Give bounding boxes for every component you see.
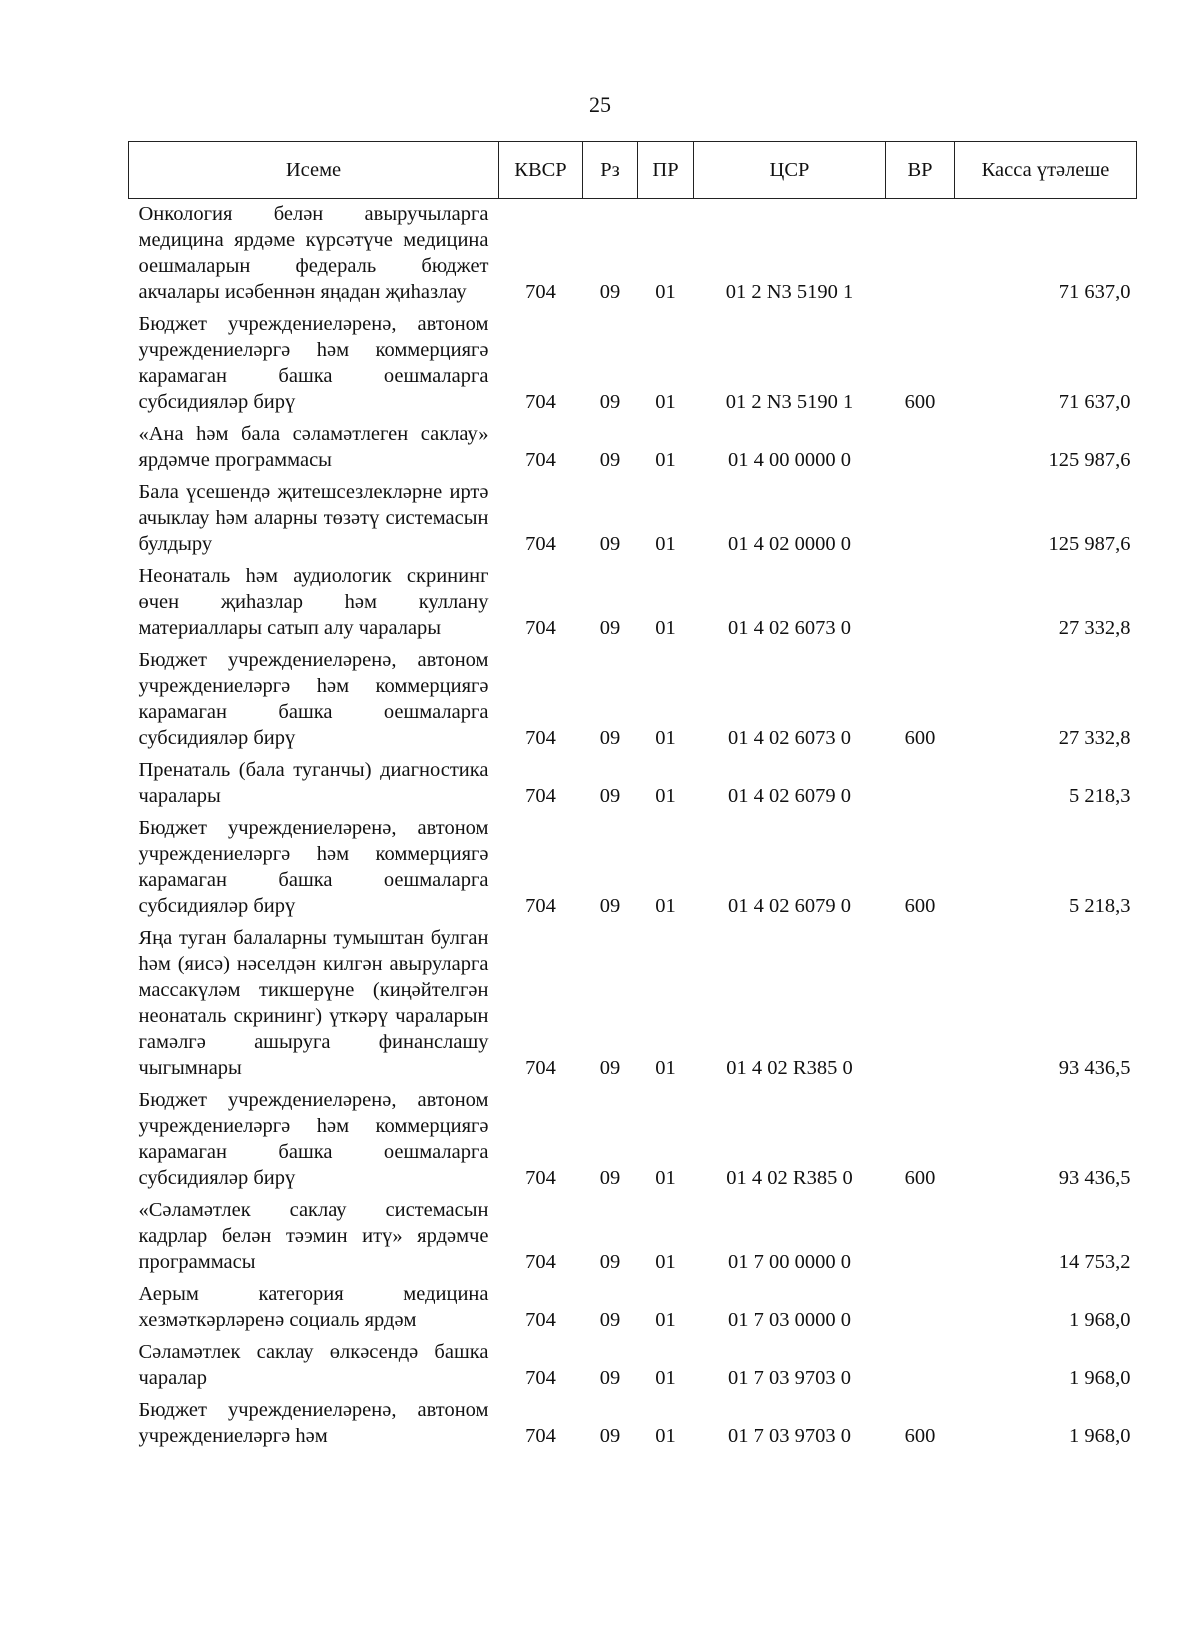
table-body <box>129 199 1137 1454</box>
header-name: Исеме <box>129 142 499 199</box>
row-vr <box>886 1337 955 1395</box>
row-name: Бюджет учреждениеләренә, автоном учреждениеләргә һәм коммерциягә карамаган башка оешмаларга субсидияләр бирү <box>138 1089 489 1189</box>
row-name: «Сәламәтлек саклау системасын кадрлар белән тәэмин итү» ярдәмче программасы <box>138 1199 489 1273</box>
row-pr: 01 <box>655 449 676 471</box>
row-kvsr: 704 <box>525 1167 556 1189</box>
row-vr <box>886 477 955 561</box>
table-row <box>129 923 1137 1085</box>
row-vr <box>886 1279 955 1337</box>
row-name: Бюджет учреждениеләренә, автоном учреждениеләргә һәм <box>138 1399 489 1447</box>
row-name: Бюджет учреждениеләренә, автоном учреждениеләргә һәм коммерциягә карамаган башка оешмаларга субсидияләр бирү <box>138 817 489 917</box>
table-row <box>129 813 1137 923</box>
header-cash: Касса үтәлеше <box>955 142 1137 199</box>
row-rz: 09 <box>599 1425 621 1447</box>
table-row <box>129 309 1137 419</box>
row-cash: 125 987,6 <box>1048 449 1131 471</box>
row-csr: 01 2 N3 5190 1 <box>725 281 854 303</box>
row-name: «Ана һәм бала сәламәтлеген саклау» ярдәмче программасы <box>138 423 489 471</box>
row-csr: 01 4 02 R385 0 <box>726 1167 853 1189</box>
row-rz: 09 <box>599 1367 621 1389</box>
row-kvsr: 704 <box>525 1251 556 1273</box>
row-kvsr: 704 <box>525 449 556 471</box>
row-vr <box>886 1195 955 1279</box>
row-kvsr: 704 <box>525 785 556 807</box>
row-csr: 01 4 02 6079 0 <box>728 895 851 917</box>
row-cash: 71 637,0 <box>1058 391 1131 413</box>
row-csr: 01 7 03 9703 0 <box>728 1425 851 1447</box>
row-kvsr: 704 <box>525 1057 556 1079</box>
row-cash: 1 968,0 <box>1069 1425 1131 1447</box>
header-rz: Рз <box>583 142 638 199</box>
row-vr <box>886 561 955 645</box>
row-kvsr: 704 <box>525 281 556 303</box>
page-number: 25 <box>589 92 611 117</box>
row-kvsr: 704 <box>525 895 556 917</box>
row-rz: 09 <box>599 449 621 471</box>
row-rz: 09 <box>599 1251 621 1273</box>
row-name: Сәламәтлек саклау өлкәсендә башка чаралар <box>138 1341 489 1389</box>
row-vr: 600 <box>904 1167 936 1189</box>
row-vr <box>886 923 955 1085</box>
row-cash: 27 332,8 <box>1058 617 1131 639</box>
row-cash: 5 218,3 <box>1069 785 1131 807</box>
row-kvsr: 704 <box>525 1367 556 1389</box>
row-pr: 01 <box>655 1425 676 1447</box>
row-vr <box>886 755 955 813</box>
table-row <box>129 645 1137 755</box>
row-pr: 01 <box>655 895 676 917</box>
row-csr: 01 7 03 9703 0 <box>728 1367 851 1389</box>
row-name: Бала үсешендә җитешсезлекләрне иртә ачыклау һәм аларны төзәтү системасын булдыру <box>138 481 489 555</box>
table-row <box>129 755 1137 813</box>
row-name: Аерым категория медицина хезмәткәрләренә социаль ярдәм <box>138 1283 489 1331</box>
row-cash: 27 332,8 <box>1058 727 1131 749</box>
row-rz: 09 <box>599 1057 621 1079</box>
header-pr: ПР <box>638 142 694 199</box>
row-kvsr: 704 <box>525 391 556 413</box>
row-vr: 600 <box>904 895 936 917</box>
row-cash: 93 436,5 <box>1058 1057 1131 1079</box>
row-rz: 09 <box>599 1309 621 1331</box>
row-kvsr: 704 <box>525 533 556 555</box>
table-row <box>129 199 1137 310</box>
row-pr: 01 <box>655 1367 676 1389</box>
row-rz: 09 <box>599 895 621 917</box>
row-pr: 01 <box>655 785 676 807</box>
table-row <box>129 561 1137 645</box>
row-pr: 01 <box>655 391 676 413</box>
row-csr: 01 4 02 6079 0 <box>728 785 851 807</box>
row-vr <box>886 419 955 477</box>
row-vr: 600 <box>904 727 936 749</box>
row-name: Онкология белән авыручыларга медицина ярдәме күрсәтүче медицина оешмаларын федераль бюджет акчалары исәбеннән яңадан җиһазлау <box>138 203 489 303</box>
row-rz: 09 <box>599 1167 621 1189</box>
budget-table <box>128 141 1137 1453</box>
row-pr: 01 <box>655 1057 676 1079</box>
row-rz: 09 <box>599 281 621 303</box>
row-cash: 14 753,2 <box>1058 1251 1131 1273</box>
table-row <box>129 1195 1137 1279</box>
header-kvsr: КВСР <box>499 142 583 199</box>
table-row <box>129 1085 1137 1195</box>
row-cash: 125 987,6 <box>1048 533 1131 555</box>
row-cash: 1 968,0 <box>1069 1367 1131 1389</box>
row-name: Пренаталь (бала туганчы) диагностика чаралары <box>138 759 489 807</box>
row-kvsr: 704 <box>525 1309 556 1331</box>
table-row <box>129 1279 1137 1337</box>
row-rz: 09 <box>599 727 621 749</box>
row-rz: 09 <box>599 785 621 807</box>
row-csr: 01 7 00 0000 0 <box>728 1251 851 1273</box>
row-csr: 01 2 N3 5190 1 <box>725 391 854 413</box>
row-name: Неонаталь һәм аудиологик скрининг өчен җиһазлар һәм куллану материаллары сатып алу чаралары <box>138 565 489 639</box>
row-csr: 01 4 00 0000 0 <box>728 449 851 471</box>
table-row <box>129 1337 1137 1395</box>
table-row <box>129 477 1137 561</box>
row-rz: 09 <box>599 617 621 639</box>
row-vr <box>886 199 955 310</box>
row-cash: 5 218,3 <box>1069 895 1131 917</box>
row-name: Яңа туган балаларны тумыштан булган һәм (яисә) нәселдән килгән авыруларга массакүләм тикшерүне (киңәйтелгән неонаталь скрининг) үткәрү чараларын гамәлгә ашыруга финанслашу чыгымнары <box>138 927 489 1079</box>
row-pr: 01 <box>655 727 676 749</box>
row-cash: 93 436,5 <box>1058 1167 1131 1189</box>
table-row <box>129 1395 1137 1453</box>
row-pr: 01 <box>655 617 676 639</box>
row-pr: 01 <box>655 1309 676 1331</box>
row-vr: 600 <box>904 1425 936 1447</box>
row-cash: 71 637,0 <box>1058 281 1131 303</box>
row-pr: 01 <box>655 1167 676 1189</box>
row-rz: 09 <box>599 391 621 413</box>
row-csr: 01 7 03 0000 0 <box>728 1309 851 1331</box>
row-csr: 01 4 02 6073 0 <box>728 617 851 639</box>
row-cash: 1 968,0 <box>1069 1309 1131 1331</box>
row-csr: 01 4 02 R385 0 <box>726 1057 853 1079</box>
row-pr: 01 <box>655 281 676 303</box>
row-vr: 600 <box>904 391 936 413</box>
row-csr: 01 4 02 6073 0 <box>728 727 851 749</box>
row-pr: 01 <box>655 1251 676 1273</box>
table-row <box>129 419 1137 477</box>
row-rz: 09 <box>599 533 621 555</box>
row-name: Бюджет учреждениеләренә, автоном учреждениеләргә һәм коммерциягә карамаган башка оешмаларга субсидияләр бирү <box>138 313 489 413</box>
row-kvsr: 704 <box>525 727 556 749</box>
header-csr: ЦСР <box>694 142 886 199</box>
row-kvsr: 704 <box>525 1425 556 1447</box>
row-pr: 01 <box>655 533 676 555</box>
table-header <box>129 142 1137 199</box>
row-name: Бюджет учреждениеләренә, автоном учреждениеләргә һәм коммерциягә карамаган башка оешмаларга субсидияләр бирү <box>138 649 489 749</box>
row-kvsr: 704 <box>525 617 556 639</box>
row-csr: 01 4 02 0000 0 <box>728 533 851 555</box>
header-vr: ВР <box>886 142 955 199</box>
